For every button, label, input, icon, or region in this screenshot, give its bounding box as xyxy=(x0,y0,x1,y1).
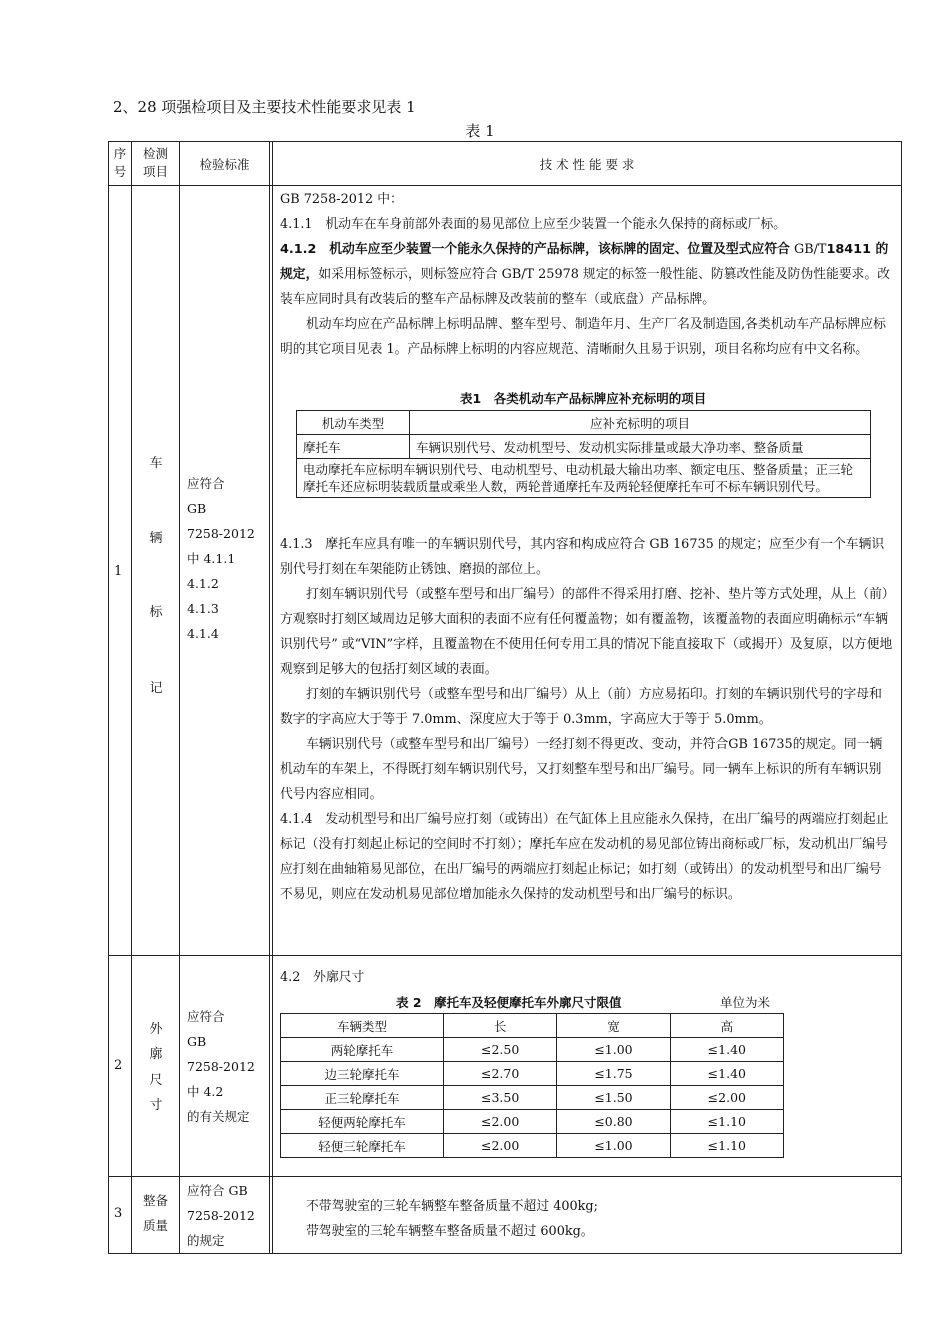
table1-cell: 车辆识别代号、发动机型号、发动机实际排量或最大净功率、整备质量 xyxy=(410,435,871,459)
table-row: 两轮摩托车 ≤2.50 ≤1.00 ≤1.40 xyxy=(281,1038,784,1062)
header-seq: 序 xyxy=(113,146,127,161)
table2-header: 车辆类型 xyxy=(281,1014,444,1038)
row3-seq: 3 xyxy=(114,1206,123,1221)
row3-standard: 应符合 GB 7258-2012 的规定 xyxy=(187,1183,255,1248)
row2-item-char: 寸 xyxy=(149,1098,163,1113)
table1-cell: 电动摩托车应标明车辆识别代号、电动机型号、电动机最大输出功率、额定电压、整备质量；正三轮摩托车还应标明装载质量或乘坐人数，两轮普通摩托车及两轮轻便摩托车可不标车辆识别代号。 xyxy=(297,459,871,498)
table1-header: 机动车类型 xyxy=(297,411,410,435)
header-item: 项目 xyxy=(142,164,168,179)
table2-caption: 表 2 摩托车及轻便摩托车外廓尺寸限值 xyxy=(396,995,622,1010)
header-standard: 检验标准 xyxy=(199,157,250,172)
table1 xyxy=(296,410,871,498)
clause-4-1-3: 4.1.3 摩托车应具有唯一的车辆识别代号，其内容和构成应符合 GB 16735 的规定；应至少有一个车辆识别代号打刻在车架能防止锈蚀、磨损的部位上。 xyxy=(280,537,885,577)
row3-item: 整备 质量 xyxy=(142,1193,168,1233)
table-row: 轻便两轮摩托车 ≤2.00 ≤0.80 ≤1.10 xyxy=(281,1110,784,1134)
row2-seq: 2 xyxy=(114,1058,123,1073)
clause-4-1-2-paragraph: 机动车均应在产品标牌上标明品牌、整车型号、制造年月、生产厂名及制造国,各类机动车产品标牌应标明的其它项目见表 1。产品标牌上标明的内容应规范、清晰耐久且易于识别，项目名称均应有中文名称。 xyxy=(280,317,886,357)
row1-standard: 应符合 GB 7258-2012 中 4.1.1 4.1.2 4.1.3 4.1.4 xyxy=(187,476,255,641)
section-heading: 2、28 项强检项目及主要技术性能要求见表 1 xyxy=(113,98,416,116)
row1-item-char: 辆 xyxy=(149,531,163,546)
row3-requirements: 不带驾驶室的三轮车辆整车整备质量不超过 400kg; 带驾驶室的三轮车辆整车整备质量不超过 600kg。 xyxy=(306,1199,598,1239)
clause-4-1-4: 4.1.4 发动机型号和出厂编号应打刻（或铸出）在气缸体上且应能永久保持，在出厂编号的两端应打刻起止标记（没有打刻起止标记的空间时不打刻）；摩托车应在发动机的易见部位铸出商标或厂标，发动机出厂编号应打刻在曲轴箱易见部位，在出厂编号的两端应打刻起止标记；如打刻（或铸出）的发动机型号和出厂编号不易见，则应在发动机易见部位增加能永久保持的发动机型号和出厂编号的标识。 xyxy=(280,812,889,902)
row1-requirements xyxy=(280,187,894,362)
table2-header: 长 xyxy=(444,1014,557,1038)
row1-seq: 1 xyxy=(114,564,123,579)
header-seq: 号 xyxy=(113,164,127,179)
table2 xyxy=(280,1013,784,1158)
table2-header: 高 xyxy=(670,1014,783,1038)
row2-standard: 应符合 GB 7258-2012 中 4.2 的有关规定 xyxy=(187,1009,255,1124)
clause-4-1-2: 4.1.2 机动车应至少装置一个能永久保持的产品标牌，该标牌的固定、位置及型式应符合 GB/T18411 的规定，如采用标签标示，则标签应符合 GB/T 25978 规定的标签一般性能、防篡改性能及防伪性能要求。改装车应同时具有改装后的整车产品标牌及改装前的整车（或底盘）产品标牌。 xyxy=(280,242,891,307)
table1-header: 应补充标明的项目 xyxy=(410,411,871,435)
row1-item-char: 车 xyxy=(149,456,163,471)
table-row: 边三轮摩托车 ≤2.70 ≤1.75 ≤1.40 xyxy=(281,1062,784,1086)
row1-requirements-cont xyxy=(280,532,894,907)
row2-item-char: 尺 xyxy=(149,1073,163,1088)
clause-4-2-title: 4.2 外廓尺寸 xyxy=(280,970,365,985)
table-row: 正三轮摩托车 ≤3.50 ≤1.50 ≤2.00 xyxy=(281,1086,784,1110)
row1-item-char: 标 xyxy=(149,605,163,620)
table2-header: 宽 xyxy=(557,1014,670,1038)
intro-line: GB 7258-2012 中： xyxy=(280,192,403,207)
clause-4-1-3-paragraph: 打刻的车辆识别代号（或整车型号和出厂编号）从上（前）方应易拓印。打刻的车辆识别代号的字母和数字的字高应大于等于 7.0mm、深度应大于等于 0.3mm，字高应大于等于 5.0mm。 xyxy=(280,687,882,727)
row2-item-char: 外 xyxy=(149,1022,163,1037)
clause-4-1-3-paragraph: 车辆识别代号（或整车型号和出厂编号）一经打刻不得更改、变动，并符合GB 16735的规定。同一辆机动车的车架上，不得既打刻车辆识别代号，又打刻整车型号和出厂编号。同一辆车上标识的所有车辆识别代号内容应相同。 xyxy=(280,737,883,802)
header-item: 检测 xyxy=(142,146,168,161)
clause-4-1-1: 4.1.1 机动车在车身前部外表面的易见部位上应至少装置一个能永久保持的商标或厂标。 xyxy=(280,217,787,232)
table-caption: 表 1 xyxy=(465,122,495,140)
table1-cell: 摩托车 xyxy=(297,435,410,459)
row2-item-char: 廓 xyxy=(149,1047,163,1062)
table-row: 轻便三轮摩托车 ≤2.00 ≤1.00 ≤1.10 xyxy=(281,1134,784,1158)
table2-unit: 单位为米 xyxy=(720,995,771,1010)
table1-caption: 表1 各类机动车产品标牌应补充标明的项目 xyxy=(460,391,707,406)
clause-4-1-3-paragraph: 打刻车辆识别代号（或整车型号和出厂编号）的部件不得采用打磨、挖补、垫片等方式处理，从上（前）方观察时打刻区域周边足够大面积的表面不应有任何覆盖物；如有覆盖物，该覆盖物的表面应明确标示“车辆识别代号” 或“VIN”字样，且覆盖物在不使用任何专用工具的情况下能直接取下（或揭开）及复原，以方便地观察到足够大的包括打刻区域的表面。 xyxy=(280,587,893,677)
header-requirements: 技 术 性 能 要 求 xyxy=(539,157,635,172)
row1-item-char: 记 xyxy=(149,681,163,696)
